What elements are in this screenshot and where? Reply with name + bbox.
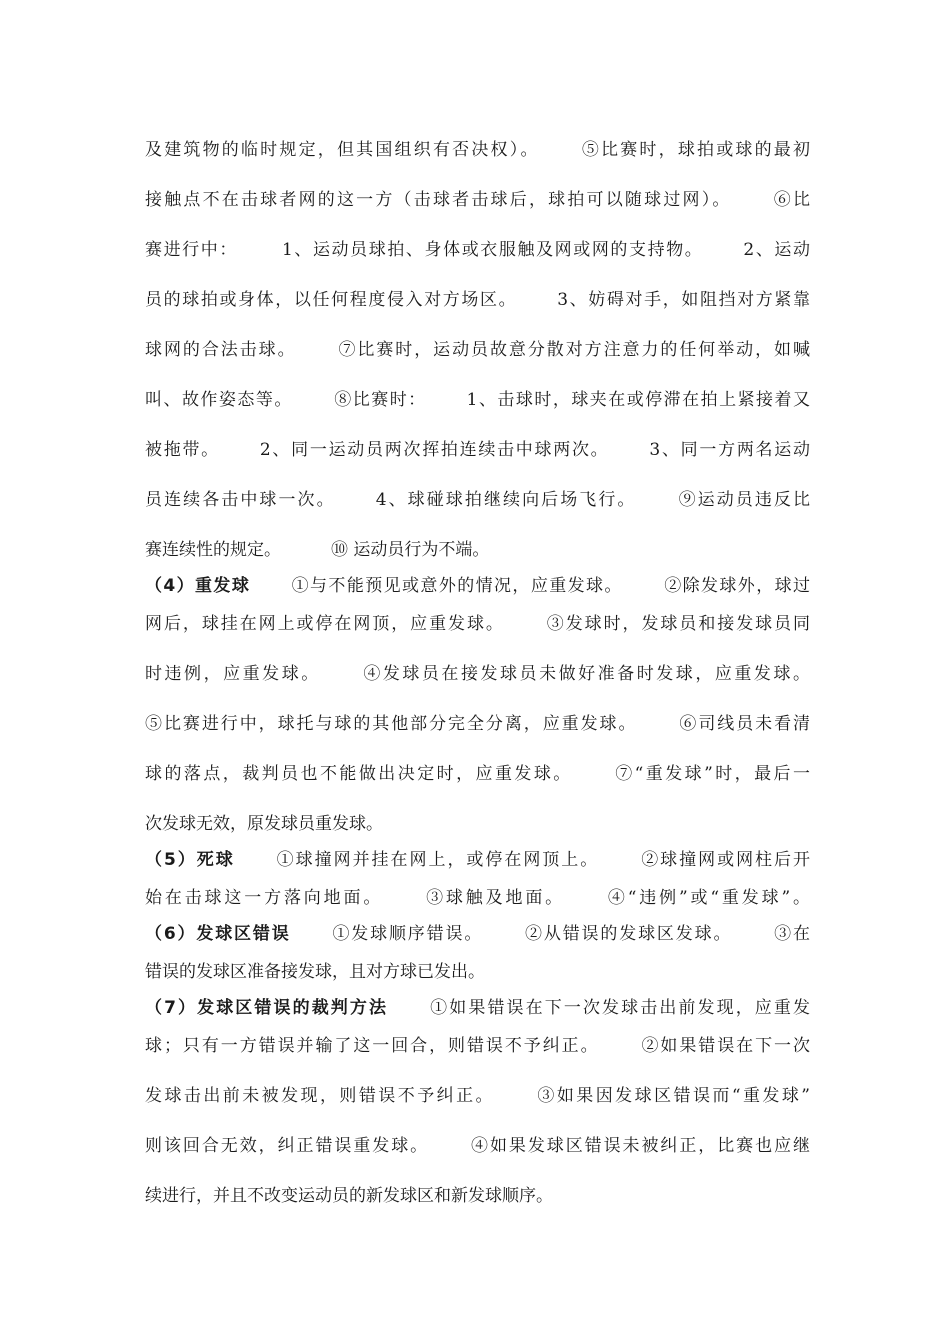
text-segment: 接触点不在击球者网的这一方（击球者击球后，球拍可以随球过网）。 [145,190,732,210]
text-line [145,1134,810,1158]
text-line [145,488,810,512]
text-line [145,886,810,910]
text-segment: 4、球碰球拍继续向后场飞行。 [375,490,637,510]
text-line [145,960,810,984]
text-segment: 赛进行中： [145,240,238,260]
text-segment: ⑥比 [771,190,811,210]
text-segment: 员的球拍或身体，以任何程度侵入对方场区。 [145,290,518,310]
section-heading: （7）发球区错误的裁判方法 [145,998,389,1018]
text-segment: 发球击出前未被发现，则错误不予纠正。 [145,1086,495,1106]
text-segment: ⑦“重发球”时，最后一 [612,764,811,784]
text-segment: ①发球顺序错误。 [330,924,484,944]
section-heading: （6）发球区错误 [145,924,291,944]
text-segment: ①与不能预见或意外的情况，应重发球。 [290,576,623,596]
text-segment: 则该回合无效，纠正错误重发球。 [145,1136,430,1156]
text-segment: ①如果错误在下一次发球击出前发现，应重发 [428,998,810,1018]
text-segment: ⑥司线员未看清 [677,714,811,734]
text-segment: 2、运动 [743,240,810,260]
text-segment: ④如果发球区错误未被纠正，比赛也应继 [469,1136,811,1156]
text-segment: ④“违例”或“重发球”。 [605,888,811,908]
text-line [145,1084,810,1108]
text-line [145,388,810,412]
text-line [145,574,810,598]
text-line [145,848,810,872]
text-segment: ①球撞网并挂在网上，或停在网顶上。 [274,850,600,870]
text-segment: 及建筑物的临时规定，但其国组织有否决权）。 [145,140,540,160]
text-segment: 2、同一运动员两次挥拍连续击中球两次。 [259,440,610,460]
text-segment: 错误的发球区准备接发球，且对方球已发出。 [145,962,485,982]
text-segment: ③发球时，发球员和接发球员同 [544,614,811,634]
text-segment: ⑤比赛进行中，球托与球的其他部分完全分离，应重发球。 [145,714,638,734]
text-line [145,996,810,1020]
text-segment: ⑨运动员违反比 [676,490,810,510]
text-segment: 赛连续性的规定。 [145,540,281,560]
text-segment: ②除发球外，球过 [662,576,811,596]
text-line [145,1034,810,1058]
text-line [145,812,810,836]
text-segment: ③如果因发球区错误而“重发球” [534,1086,810,1106]
text-line [145,762,810,786]
text-segment: ⑦比赛时，运动员故意分散对方注意力的任何举动，如喊 [336,340,810,360]
text-line [145,188,810,212]
text-segment: 球；只有一方错误并输了这一回合，则错误不予纠正。 [145,1036,600,1056]
section-heading: （5）死球 [145,850,235,870]
text-segment: 1、运动员球拍、身体或衣服触及网或网的支持物。 [281,240,704,260]
text-segment: ⑩ 运动员行为不端。 [331,540,490,560]
text-segment: ⑧比赛时： [332,390,427,410]
text-line [145,922,810,946]
text-segment: 始在击球这一方落向地面。 [145,888,384,908]
text-segment: 时违例，应重发球。 [145,664,321,684]
text-segment: ③在 [772,924,810,944]
text-segment: 球的落点，裁判员也不能做出决定时，应重发球。 [145,764,573,784]
text-segment: 3、妨碍对手，如阻挡对方紧靠 [557,290,810,310]
text-segment: 被拖带。 [145,440,220,460]
text-segment: ②从错误的发球区发球。 [523,924,733,944]
text-segment: 球网的合法击球。 [145,340,297,360]
text-line [145,612,810,636]
text-line [145,662,810,686]
text-segment: ④发球员在接发球员未做好准备时发球，应重发球。 [360,664,810,684]
text-segment: 3、同一方两名运动 [649,440,810,460]
text-segment: 网后，球挂在网上或停在网顶，应重发球。 [145,614,505,634]
text-line [145,438,810,462]
text-line [145,338,810,362]
text-segment: 员连续各击中球一次。 [145,490,336,510]
text-segment: 叫、故作姿态等。 [145,390,293,410]
text-line [145,238,810,262]
text-line [145,138,810,162]
text-line [145,538,810,562]
text-segment: ②如果错误在下一次 [639,1036,811,1056]
text-line [145,712,810,736]
text-segment: 1、击球时，球夹在或停滞在拍上紧接着又 [466,390,811,410]
section-heading: （4）重发球 [145,576,251,596]
text-line [145,1184,810,1208]
text-segment: 次发球无效，原发球员重发球。 [145,814,383,834]
text-segment: ⑤比赛时，球拍或球的最初 [579,140,811,160]
text-segment: ②球撞网或网柱后开 [639,850,810,870]
text-line [145,288,810,312]
text-segment: ③球触及地面。 [423,888,566,908]
text-segment: 续进行，并且不改变运动员的新发球区和新发球顺序。 [145,1186,553,1206]
